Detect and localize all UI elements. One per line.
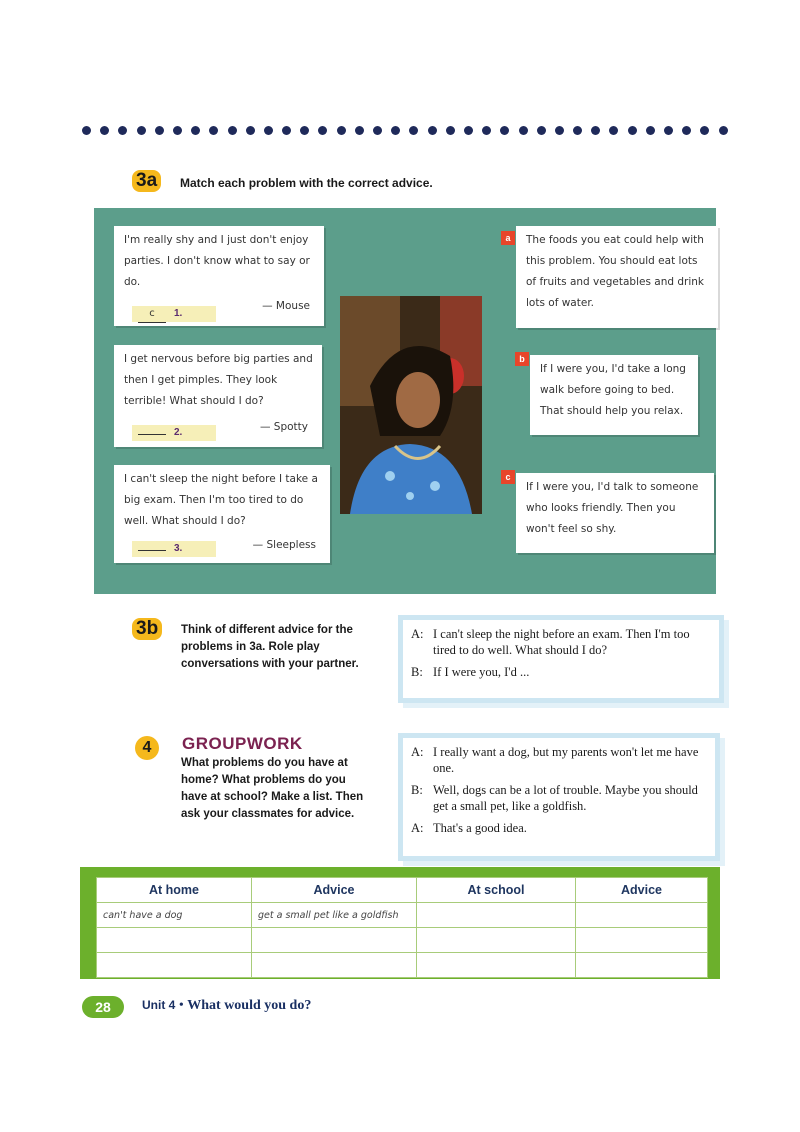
advice-text: If I were you, I'd talk to someone who looks friendly. Then you won't feel so shy. <box>526 481 699 535</box>
divider-dot <box>719 126 728 135</box>
divider-dot <box>264 126 273 135</box>
table-row <box>97 953 708 978</box>
divider-dot <box>609 126 618 135</box>
table-row <box>97 903 708 928</box>
dialog-text: I really want a dog, but my parents won't let me have one. <box>433 745 699 775</box>
divider-dot <box>646 126 655 135</box>
problem-note-3 <box>114 465 330 563</box>
dialog-box-4 <box>398 733 720 861</box>
table-cell[interactable] <box>97 953 252 978</box>
divider-dot <box>519 126 528 135</box>
divider-dot <box>409 126 418 135</box>
problem-text: I can't sleep the night before I take a big exam. Then I'm too tired to do well. What should I do? <box>124 473 318 527</box>
section-3a-badge: 3a <box>132 170 161 192</box>
dotted-divider <box>82 126 728 138</box>
answer-tab <box>132 306 216 322</box>
speaker-label: B: <box>411 665 423 679</box>
divider-dot <box>300 126 309 135</box>
problem-number: 3. <box>174 543 183 554</box>
unit-title: What would you do? <box>187 998 312 1013</box>
groupwork-title: GROUPWORK <box>182 734 303 753</box>
divider-dot <box>464 126 473 135</box>
photo-illustration <box>340 296 482 514</box>
divider-dot <box>682 126 691 135</box>
table-cell[interactable] <box>417 953 576 978</box>
unit-label: Unit 4 <box>142 998 176 1012</box>
answer-blank[interactable]: c <box>138 306 166 323</box>
divider-dot <box>282 126 291 135</box>
section-4-instruction: What problems do you have at home? What problems do you have at school? Make a list. Then ask your classmates for advice. <box>181 757 364 820</box>
section-3a-instruction: Match each problem with the correct advice. <box>180 176 433 190</box>
page-number: 28 <box>82 996 124 1018</box>
dialog-text: That's a good idea. <box>433 821 527 835</box>
dialog-line <box>411 820 707 836</box>
divider-dot <box>355 126 364 135</box>
column-header-at-home: At home <box>97 878 252 903</box>
divider-dot <box>446 126 455 135</box>
advice-letter-b: b <box>515 352 529 366</box>
problems-table <box>96 877 708 978</box>
advice-letter-c: c <box>501 470 515 484</box>
dialog-line <box>411 626 711 658</box>
dialog-text: If I were you, I'd ... <box>433 665 530 679</box>
divider-dot <box>700 126 709 135</box>
divider-dot <box>118 126 127 135</box>
divider-dot <box>373 126 382 135</box>
divider-dot <box>173 126 182 135</box>
problem-note-2 <box>114 345 322 447</box>
section-3b-instruction: Think of different advice for the problems in 3a. Role play conversations with your partner. <box>181 624 359 670</box>
answer-tab <box>132 425 216 441</box>
advice-note-b <box>530 355 698 435</box>
divider-dot <box>428 126 437 135</box>
column-header-advice: Advice <box>252 878 417 903</box>
divider-dot <box>155 126 164 135</box>
divider-dot <box>228 126 237 135</box>
dialog-line <box>411 664 711 680</box>
running-footer <box>142 998 311 1014</box>
advice-note-a <box>516 226 718 328</box>
divider-dot <box>537 126 546 135</box>
table-cell[interactable] <box>576 953 708 978</box>
problem-number: 2. <box>174 427 183 438</box>
divider-dot <box>246 126 255 135</box>
divider-dot <box>318 126 327 135</box>
speaker-label: A: <box>411 745 424 759</box>
table-cell[interactable]: get a small pet like a goldfish <box>252 903 417 928</box>
dialog-text: I can't sleep the night before an exam. Then I'm too tired to do well. What should I do? <box>433 627 690 657</box>
column-header-at-school: At school <box>417 878 576 903</box>
divider-dot <box>482 126 491 135</box>
advice-text: If I were you, I'd take a long walk before going to bed. That should help you relax. <box>540 363 686 417</box>
girl-photo <box>340 296 482 514</box>
speaker-label: B: <box>411 783 423 797</box>
dialog-text: Well, dogs can be a lot of trouble. Maybe you should get a small pet, like a goldfish. <box>433 783 698 813</box>
problem-text: I'm really shy and I just don't enjoy parties. I don't know what to say or do. <box>124 234 310 288</box>
table-cell[interactable] <box>252 953 417 978</box>
speaker-label: A: <box>411 821 424 835</box>
dialog-box-3b <box>398 615 724 703</box>
divider-dot <box>628 126 637 135</box>
problem-note-1 <box>114 226 324 326</box>
table-cell[interactable] <box>252 928 417 953</box>
problem-signature: — Mouse <box>262 300 310 312</box>
problem-signature: — Sleepless <box>252 539 316 551</box>
answer-tab <box>132 541 216 557</box>
divider-dot <box>191 126 200 135</box>
answer-blank[interactable] <box>138 434 166 435</box>
table-cell[interactable] <box>576 903 708 928</box>
section-4-badge: 4 <box>135 736 159 760</box>
problem-signature: — Spotty <box>259 421 308 433</box>
divider-dot <box>555 126 564 135</box>
advice-text: The foods you eat could help with this problem. You should eat lots of fruits and vegetables and drink lots of water. <box>526 234 704 309</box>
divider-dot <box>137 126 146 135</box>
divider-dot <box>391 126 400 135</box>
answer-blank[interactable] <box>138 550 166 551</box>
column-header-advice: Advice <box>576 878 708 903</box>
divider-dot <box>591 126 600 135</box>
divider-dot <box>82 126 91 135</box>
divider-dot <box>209 126 218 135</box>
advice-letter-a: a <box>501 231 515 245</box>
problem-number: 1. <box>174 308 183 319</box>
table-cell[interactable] <box>576 928 708 953</box>
table-cell[interactable] <box>417 903 576 928</box>
table-cell[interactable] <box>97 928 252 953</box>
divider-dot <box>500 126 509 135</box>
dialog-line <box>411 744 707 776</box>
speaker-label: A: <box>411 627 424 641</box>
table-cell[interactable] <box>417 928 576 953</box>
section-3b-badge: 3b <box>132 618 162 640</box>
divider-dot <box>100 126 109 135</box>
table-row <box>97 928 708 953</box>
divider-dot <box>337 126 346 135</box>
problem-text: I get nervous before big parties and then I get pimples. They look terrible! What should I do? <box>124 353 313 407</box>
advice-note-c <box>516 473 714 553</box>
footer-separator: • <box>178 998 184 1013</box>
divider-dot <box>664 126 673 135</box>
dialog-line <box>411 782 707 814</box>
divider-dot <box>573 126 582 135</box>
problems-table-frame <box>80 867 720 979</box>
table-cell[interactable]: can't have a dog <box>97 903 252 928</box>
